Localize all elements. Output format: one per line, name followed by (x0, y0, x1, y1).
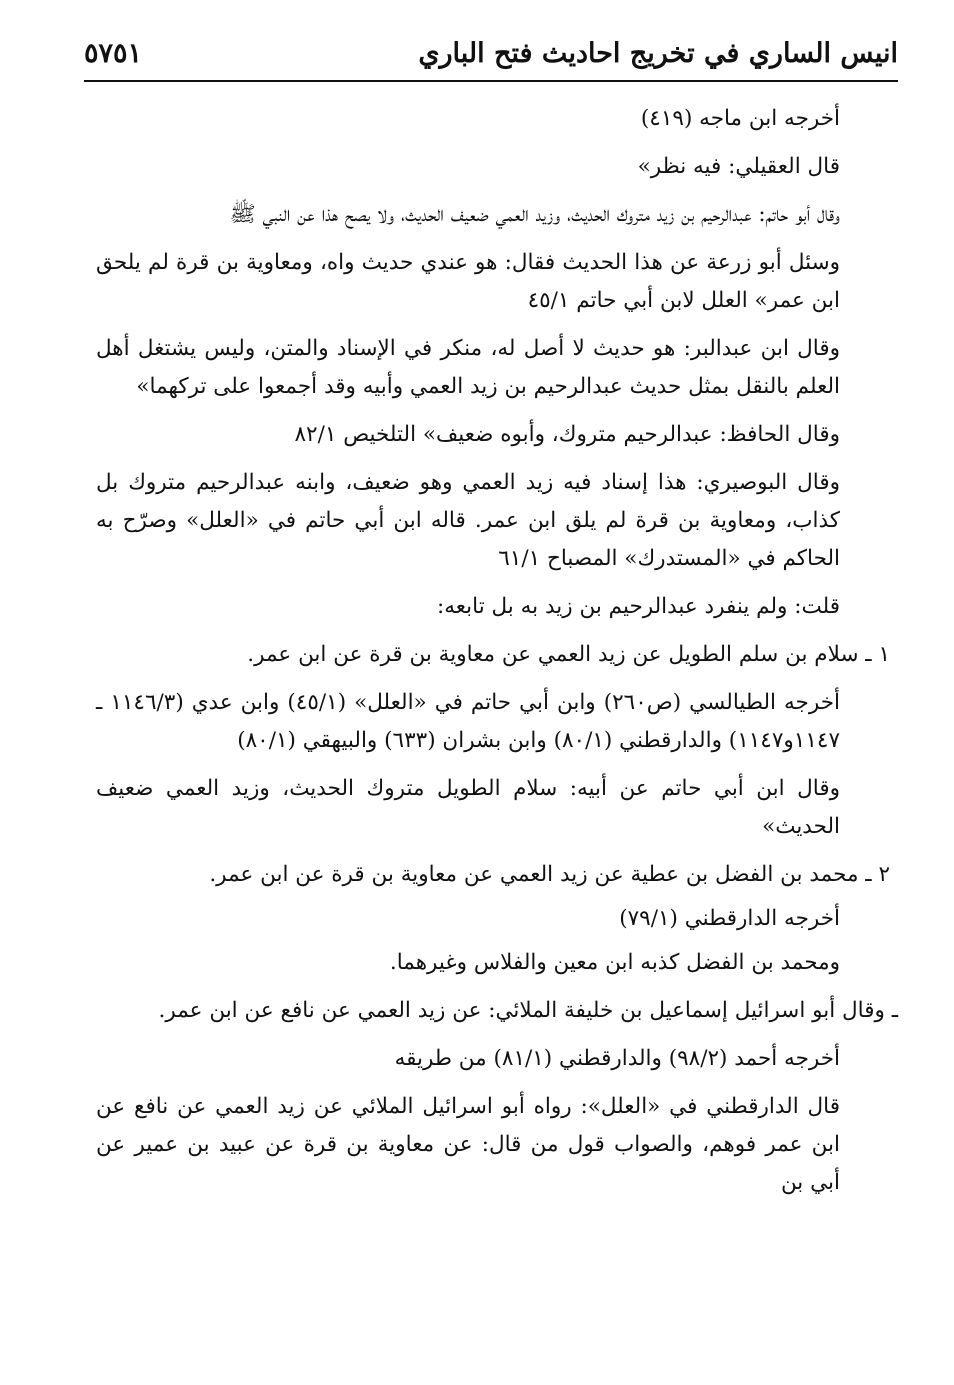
paragraph: أخرجه الدارقطني (٧٩/١) (619, 906, 840, 931)
paragraph: قال الدارقطني في «العلل»: رواه أبو اسرائيل الملائي عن زيد العمي عن نافع عن ابن عمر فوهم، والصواب قول من قال: عن معاوية بن قرة عن عبيد بن عمير عن أبي بن (96, 1094, 840, 1195)
header-rule (84, 80, 898, 82)
numbered-item: ١ ـ سلام بن سلم الطويل عن زيد العمي عن معاوية بن قرة عن ابن عمر. (247, 642, 890, 667)
paragraph: وقال ابن أبي حاتم عن أبيه: سلام الطويل متروك الحديث، وزيد العمي ضعيف الحديث» (96, 776, 840, 839)
page-number: ٥٧٥١ (84, 38, 143, 69)
paragraph: وقال ابن عبدالبر: هو حديث لا أصل له، منكر في الإسناد والمتن، وليس يشتغل أهل العلم بالنقل بمثل حديث عبدالرحيم بن زيد العمي وأبيه وقد أجمعوا على تركهما» (96, 336, 840, 399)
paragraph: وقال أبو حاتم: عبدالرحيم بن زيد متروك الحديث، وزيد العمي ضعيف الحديث، ولا يصح هذا عن النبي ﷺ (229, 202, 840, 227)
book-title: انيس الساري في تخريج احاديث فتح الباري (418, 38, 898, 69)
paragraph: قلت: ولم ينفرد عبدالرحيم بن زيد به بل تابعه: (437, 594, 840, 619)
paragraph: قال العقيلي: فيه نظر» (637, 154, 840, 179)
page-body (96, 100, 898, 1212)
paragraph: أخرجه ابن ماجه (٤١٩) (640, 106, 840, 131)
paragraph: وسئل أبو زرعة عن هذا الحديث فقال: هو عندي حديث واه، ومعاوية بن قرة لم يلحق ابن عمر» العلل لابن أبي حاتم ٤٥/١ (96, 250, 840, 313)
running-header (84, 38, 898, 78)
paragraph: ـ وقال أبو اسرائيل إسماعيل بن خليفة الملائي: عن زيد العمي عن نافع عن ابن عمر. (158, 998, 898, 1023)
paragraph: ومحمد بن الفضل كذبه ابن معين والفلاس وغيرهما. (389, 950, 840, 975)
paragraph: أخرجه أحمد (٩٨/٢) والدارقطني (٨١/١) من طريقه (394, 1046, 840, 1071)
numbered-item: ٢ ـ محمد بن الفضل بن عطية عن زيد العمي عن معاوية بن قرة عن ابن عمر. (209, 862, 890, 887)
paragraph: وقال البوصيري: هذا إسناد فيه زيد العمي وهو ضعيف، وابنه عبدالرحيم متروك بل كذاب، ومعاوية بن قرة لم يلق ابن عمر. قاله ابن أبي حاتم في «العلل» وصرّح به الحاكم في «المستدرك» المصباح ٦١/١ (96, 470, 840, 571)
paragraph: أخرجه الطيالسي (ص٢٦٠) وابن أبي حاتم في «العلل» (٤٥/١) وابن عدي (١١٤٦/٣ ـ ١١٤٧و١١٤٧) والدارقطني (٨٠/١) وابن بشران (٦٣٣) والبيهقي (٨٠/١) (96, 690, 840, 753)
paragraph: وقال الحافظ: عبدالرحيم متروك، وأبوه ضعيف» التلخيص ٨٢/١ (294, 422, 840, 447)
